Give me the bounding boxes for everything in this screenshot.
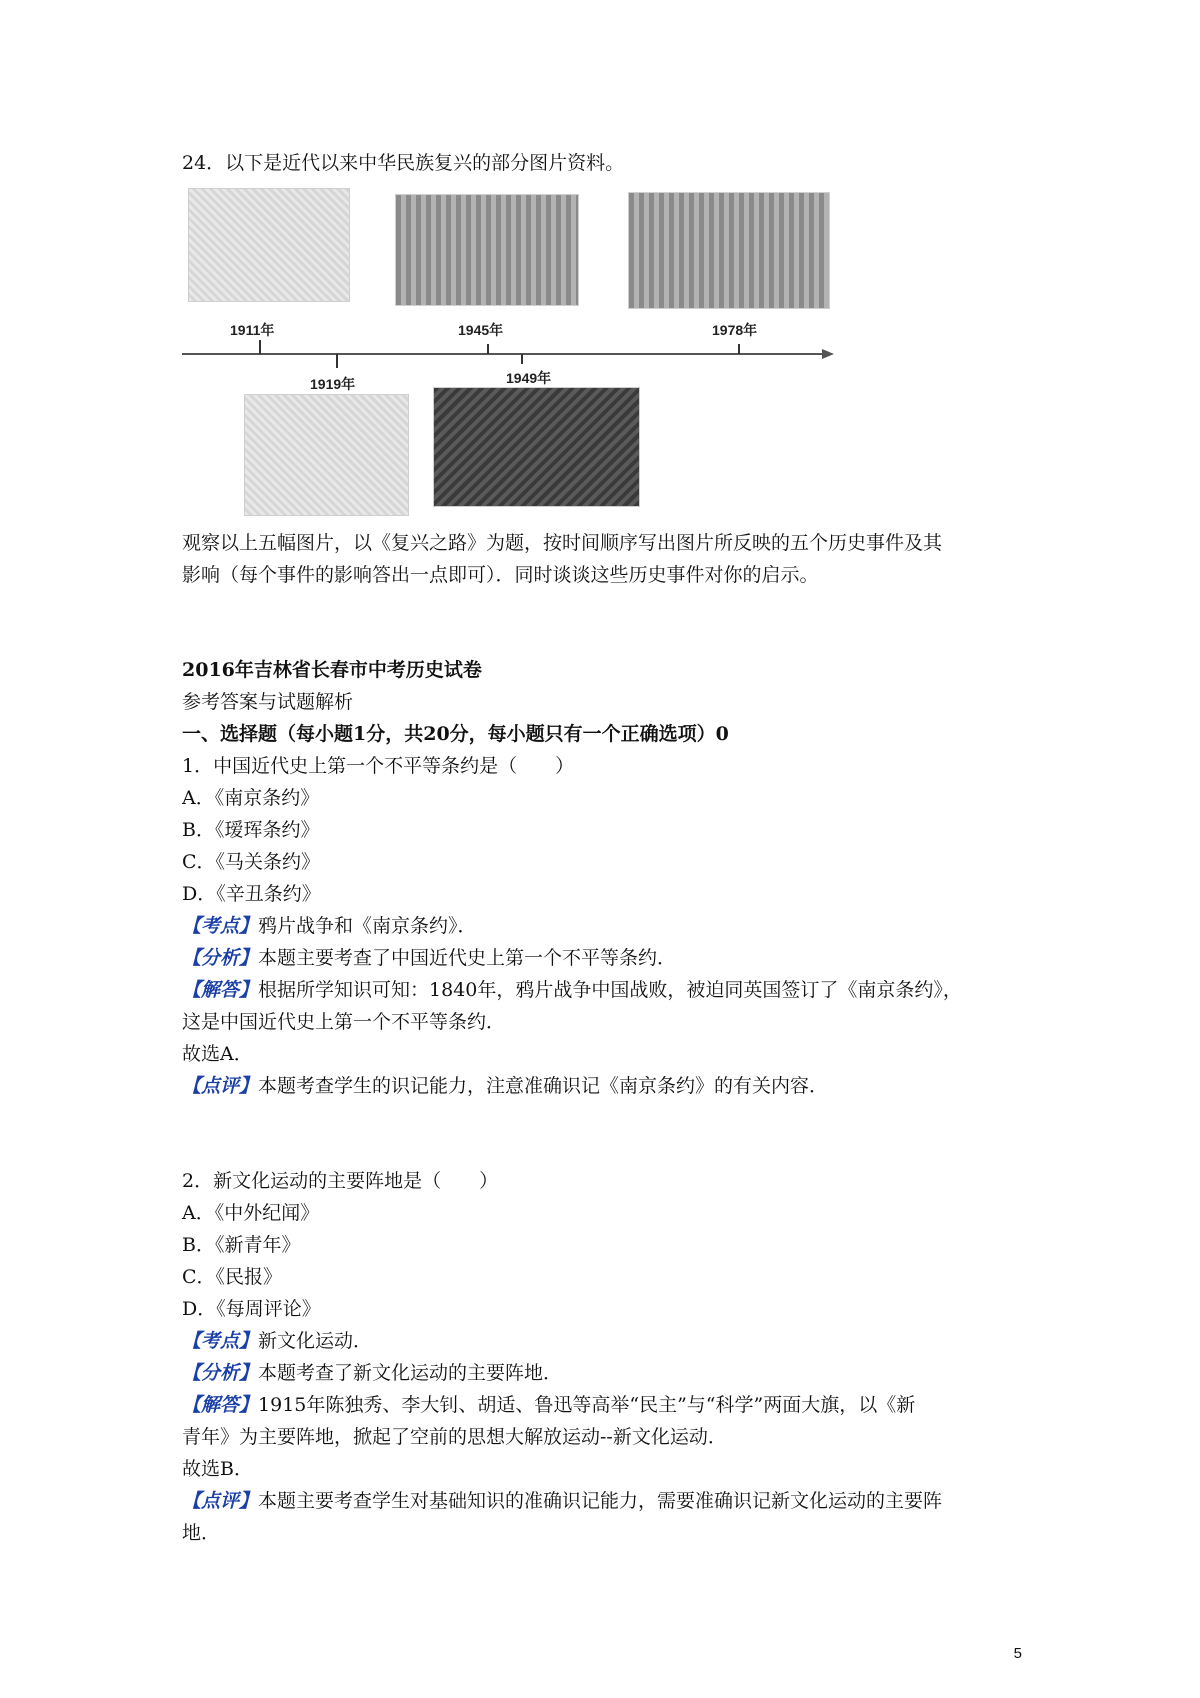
q1-jieda	[182, 977, 962, 1003]
q2-fenxi	[182, 1360, 562, 1386]
q2-dianping	[182, 1488, 942, 1514]
timeline-axis	[182, 184, 842, 524]
q2-choice: 故选B．	[182, 1458, 253, 1480]
fenxi-tag: 【分析】	[182, 947, 259, 969]
fenxi-tag: 【分析】	[182, 1362, 259, 1384]
timeline-year-1978: 1978年	[712, 322, 758, 338]
q2-fenxi-text: 本题考查了新文化运动的主要阵地．	[258, 1362, 563, 1384]
q2-option-d: D．《每周评论》	[182, 1298, 321, 1320]
q2-dianping-text: 本题主要考查学生对基础知识的准确识记能力，需要准确识记新文化运动的主要阵	[258, 1490, 943, 1512]
page-number: 5	[1013, 1645, 1022, 1662]
part-heading: 一、选择题（每小题1分，共20分，每小题只有一个正确选项）0	[182, 723, 729, 745]
q2-kaodian-text: 新文化运动．	[258, 1330, 373, 1352]
q2-kaodian	[182, 1328, 372, 1354]
q1-choice: 故选A．	[182, 1043, 253, 1065]
q2-jieda-cont: 青年》为主要阵地，掀起了空前的思想大解放运动--新文化运动．	[182, 1426, 727, 1448]
q2-stem: 2．新文化运动的主要阵地是（ ）	[182, 1170, 499, 1192]
q1-option-d: D．《辛丑条约》	[182, 883, 321, 905]
kaodian-tag: 【考点】	[182, 915, 259, 937]
q1-dianping	[182, 1073, 828, 1099]
kaodian-tag: 【考点】	[182, 1330, 259, 1352]
q1-option-c: C．《马关条约》	[182, 851, 321, 873]
q1-dianping-text: 本题考查学生的识记能力，注意准确识记《南京条约》的有关内容．	[258, 1075, 829, 1097]
jieda-tag: 【解答】	[182, 979, 259, 1001]
q2-option-a: A．《中外纪闻》	[182, 1202, 320, 1224]
q2-jieda	[182, 1392, 915, 1418]
answer-section-title: 2016年吉林省长春市中考历史试卷	[182, 659, 482, 681]
q1-kaodian-text: 鸦片战争和《南京条约》．	[258, 915, 477, 937]
q1-jieda-text: 根据所学知识可知：1840年，鸦片战争中国战败，被迫同英国签订了《南京条约》，	[258, 979, 962, 1001]
q1-stem: 1．中国近代史上第一个不平等条约是（ ）	[182, 755, 575, 777]
q1-option-b: B．《瑷珲条约》	[182, 819, 320, 841]
answer-section-subtitle: 参考答案与试题解析	[182, 691, 354, 713]
timeline-year-1911: 1911年	[230, 322, 275, 338]
timeline-year-1945: 1945年	[458, 322, 504, 338]
q24-heading: 24．以下是近代以来中华民族复兴的部分图片资料。	[182, 152, 625, 174]
dianping-tag: 【点评】	[182, 1075, 259, 1097]
q1-kaodian	[182, 913, 477, 939]
q1-fenxi-text: 本题主要考查了中国近代史上第一个不平等条约．	[258, 947, 677, 969]
history-photo-timeline-figure	[182, 184, 842, 524]
q2-option-b: B．《新青年》	[182, 1234, 301, 1256]
q1-fenxi	[182, 945, 676, 971]
q2-dianping-cont: 地．	[182, 1522, 221, 1544]
q1-jieda-cont: 这是中国近代史上第一个不平等条约．	[182, 1011, 506, 1033]
q2-jieda-text: 1915年陈独秀、李大钊、胡适、鲁迅等高举“民主”与“科学”两面大旗，以《新	[258, 1394, 916, 1416]
timeline-year-1949: 1949年	[506, 370, 552, 386]
timeline-year-1919: 1919年	[310, 376, 356, 392]
jieda-tag: 【解答】	[182, 1394, 259, 1416]
q24-prompt-line1: 观察以上五幅图片，以《复兴之路》为题，按时间顺序写出图片所反映的五个历史事件及其	[182, 532, 943, 554]
q2-option-c: C．《民报》	[182, 1266, 283, 1288]
q24-prompt-line2: 影响（每个事件的影响答出一点即可）．同时谈谈这些历史事件对你的启示。	[182, 564, 819, 586]
dianping-tag: 【点评】	[182, 1490, 259, 1512]
q1-option-a: A．《南京条约》	[182, 787, 320, 809]
